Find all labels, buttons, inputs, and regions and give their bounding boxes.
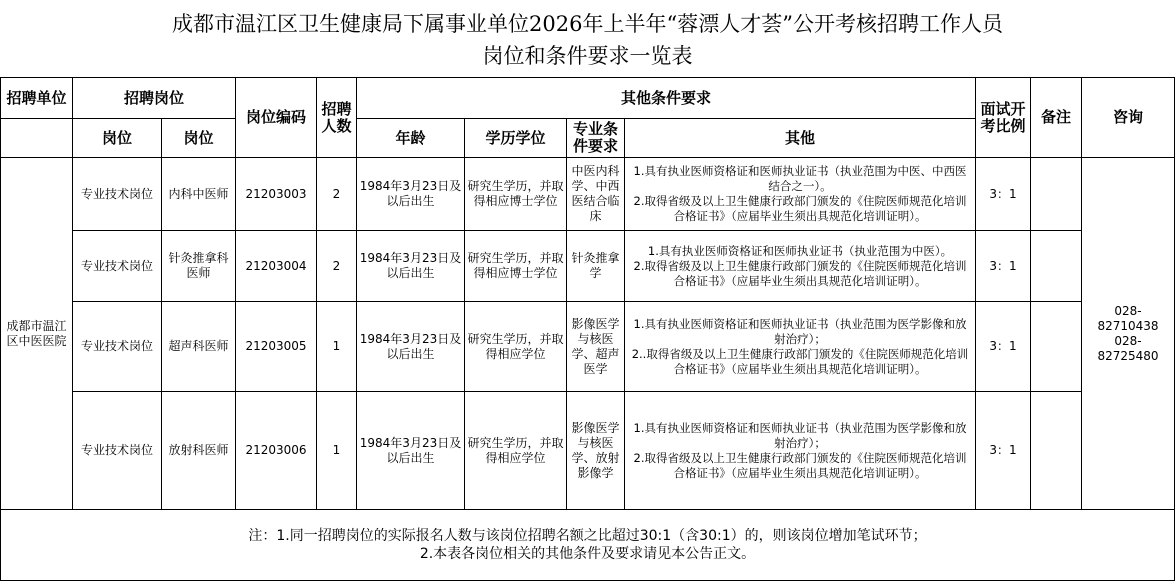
title-line-2: 岗位和条件要求一览表	[482, 44, 693, 68]
age-cell: 1984年3月23日及以后出生	[357, 392, 465, 510]
table-row	[1, 392, 1175, 510]
post-code-cell: 21203004	[236, 231, 317, 302]
other-line-1: 1.具有执业医师资格证和医师执业证书（执业范围为医学影像和放射治疗）；	[633, 420, 967, 450]
count-cell: 1	[317, 392, 357, 510]
ratio-cell: 3：1	[976, 302, 1031, 392]
other-line-2: 2.取得省级及以上卫生健康行政部门颁发的《住院医师规范化培训合格证书》（应届毕业生须出具规范化培训证明）。	[633, 258, 967, 288]
header-unit: 招聘单位	[1, 78, 73, 119]
table-row	[1, 231, 1175, 302]
header-major: 专业条件要求	[567, 119, 625, 158]
ratio-cell: 3：1	[976, 392, 1031, 510]
header-consult: 咨询	[1082, 78, 1175, 158]
note-line-1: 注：1.同一招聘岗位的实际报名人数与该岗位招聘名额之比超过30:1（含30:1）的，则该岗位增加笔试环节；	[248, 528, 927, 544]
consult-phone-1: 028-82710438	[1097, 303, 1159, 333]
education-cell: 研究生学历，并取得相应博士学位	[465, 158, 567, 231]
note-line-2: 2.本表各岗位相关的其他条件及要求请见本公告正文。	[419, 546, 756, 562]
document-title	[0, 0, 1175, 78]
other-line-1: 1.具有执业医师资格证和医师执业证书（执业范围为中医）。	[647, 243, 953, 258]
major-cell: 影像医学与核医学、放射影像学	[567, 392, 625, 510]
post-name-cell: 超声科医师	[162, 302, 236, 392]
remark-cell	[1031, 158, 1082, 231]
other-line-1: 1.具有执业医师资格证和医师执业证书（执业范围为医学影像和放射治疗）；	[633, 316, 967, 346]
header-interview-ratio: 面试开考比例	[976, 78, 1031, 158]
education-cell: 研究生学历，并取得相应学位	[465, 392, 567, 510]
ratio-cell: 3：1	[976, 158, 1031, 231]
remark-cell	[1031, 231, 1082, 302]
age-cell: 1984年3月23日及以后出生	[357, 158, 465, 231]
remark-cell	[1031, 302, 1082, 392]
education-cell: 研究生学历，并取得相应学位	[465, 302, 567, 392]
other-line-2: 2.取得省级及以上卫生健康行政部门颁发的《住院医师规范化培训合格证书》（应届毕业生须出具规范化培训证明）。	[633, 194, 967, 223]
post-code-cell: 21203006	[236, 392, 317, 510]
other-cell	[625, 158, 976, 231]
post-type-cell: 专业技术岗位	[73, 302, 162, 392]
header-unit-blank	[1, 119, 73, 158]
major-cell: 中医内科学、中西医结合临床	[567, 158, 625, 231]
header-post-name: 岗位	[162, 119, 236, 158]
remark-cell	[1031, 392, 1082, 510]
table-row	[1, 158, 1175, 231]
header-other: 其他	[625, 119, 976, 158]
header-code: 岗位编码	[236, 78, 317, 158]
recruitment-table	[0, 77, 1175, 581]
education-cell: 研究生学历，并取得相应博士学位	[465, 231, 567, 302]
other-line-2: 2..取得省级及以上卫生健康行政部门颁发的《住院医师规范化培训合格证书》（应届毕业生须出具规范化培训证明）。	[631, 346, 969, 376]
major-cell: 影像医学与核医学、超声医学	[567, 302, 625, 392]
post-type-cell: 专业技术岗位	[73, 392, 162, 510]
age-cell: 1984年3月23日及以后出生	[357, 302, 465, 392]
major-cell: 针灸推拿学	[567, 231, 625, 302]
header-age: 年龄	[357, 119, 465, 158]
header-post-type: 岗位	[73, 119, 162, 158]
post-name-cell: 放射科医师	[162, 392, 236, 510]
count-cell: 1	[317, 302, 357, 392]
other-cell	[625, 392, 976, 510]
header-remark: 备注	[1031, 78, 1082, 158]
table-row	[1, 302, 1175, 392]
other-cell	[625, 302, 976, 392]
other-line-1: 1.具有执业医师资格证和医师执业证书（执业范围为中医、中西医结合之一）。	[633, 164, 967, 193]
notes-cell	[1, 510, 1175, 581]
count-cell: 2	[317, 158, 357, 231]
other-cell	[625, 231, 976, 302]
post-name-cell: 内科中医师	[162, 158, 236, 231]
post-code-cell: 21203003	[236, 158, 317, 231]
unit-name-cell: 成都市温江区中医医院	[1, 158, 73, 510]
consult-cell	[1082, 158, 1175, 510]
post-name-cell: 针灸推拿科医师	[162, 231, 236, 302]
header-count: 招聘人数	[317, 78, 357, 158]
post-type-cell: 专业技术岗位	[73, 158, 162, 231]
header-post-group: 招聘岗位	[73, 78, 236, 119]
ratio-cell: 3：1	[976, 231, 1031, 302]
other-line-2: 2.取得省级及以上卫生健康行政部门颁发的《住院医师规范化培训合格证书》（应届毕业生须出具规范化培训证明）。	[633, 450, 967, 480]
header-education: 学历学位	[465, 119, 567, 158]
consult-phone-2: 028-82725480	[1097, 333, 1159, 363]
count-cell: 2	[317, 231, 357, 302]
post-code-cell: 21203005	[236, 302, 317, 392]
post-type-cell: 专业技术岗位	[73, 231, 162, 302]
title-line-1: 成都市温江区卫生健康局下属事业单位2026年上半年“蓉漂人才荟”公开考核招聘工作人员	[172, 12, 1003, 36]
header-other-conditions: 其他条件要求	[357, 78, 976, 119]
age-cell: 1984年3月23日及以后出生	[357, 231, 465, 302]
